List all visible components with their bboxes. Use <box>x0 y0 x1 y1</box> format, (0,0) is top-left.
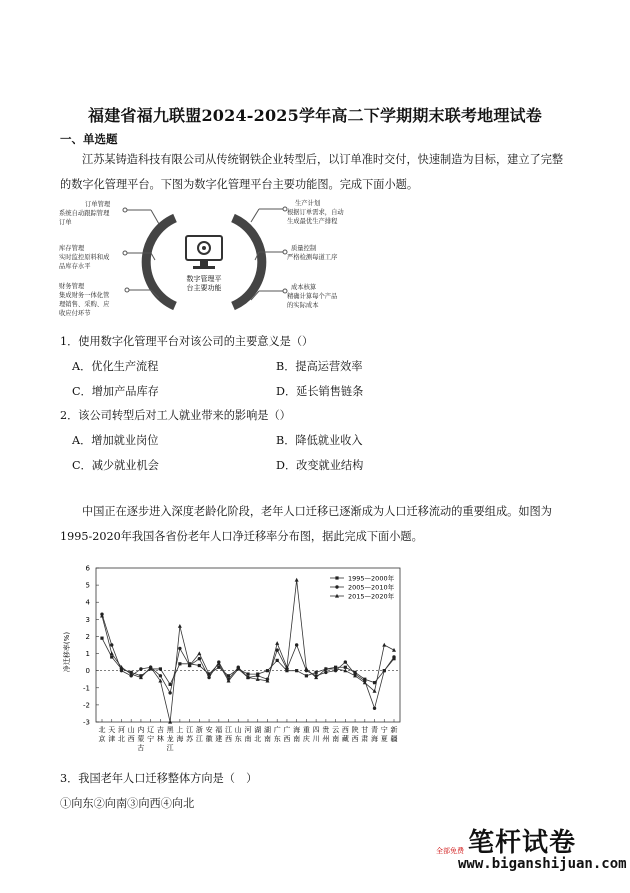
data-point-square <box>169 683 172 686</box>
x-tick-label: 江 <box>186 726 194 734</box>
x-tick-label: 南 <box>263 735 271 743</box>
passage-2-line-2: 1995-2020年我国各省份老年人口净迁移率分布图，据此完成下面小题。 <box>60 530 423 543</box>
x-tick-label: 州 <box>322 735 330 743</box>
data-point-circle <box>392 655 395 658</box>
data-point-square <box>198 664 201 667</box>
diagram-left-1-line-1: 品库存水平 <box>59 263 91 270</box>
question-2-stem: 2．该公司转型后对工人就业带来的影响是（） <box>60 409 291 422</box>
x-tick-label: 海 <box>176 735 184 743</box>
x-tick-label: 重 <box>302 726 310 734</box>
diagram-right-0-title: 生产计划 <box>295 200 321 207</box>
x-tick-label: 河 <box>117 726 125 734</box>
x-tick-label: 南 <box>244 735 252 743</box>
x-tick-label: 西 <box>225 735 233 743</box>
data-point-square <box>344 666 347 669</box>
data-point-triangle <box>275 641 279 645</box>
legend-label: 2015—2020年 <box>348 592 395 601</box>
x-tick-label: 徽 <box>205 735 213 743</box>
data-point-triangle <box>382 643 386 647</box>
data-point-square <box>335 576 338 579</box>
x-tick-label: 林 <box>156 735 164 743</box>
x-tick-label: 广 <box>283 726 291 734</box>
data-point-circle <box>335 585 338 588</box>
y-tick-label: -1 <box>83 684 90 693</box>
x-tick-label: 肃 <box>361 735 369 743</box>
x-tick-label: 庆 <box>302 735 310 743</box>
diagram-left-2-line-2: 收应付环节 <box>59 310 91 317</box>
diagram-left-1-line-0: 实时监控原料和成 <box>59 254 110 261</box>
diagram-right-2-line-0: 精确计算每个产品 <box>287 293 338 300</box>
x-tick-label: 北 <box>98 726 106 734</box>
chart-legend <box>330 574 395 601</box>
diagram-right-2-title: 成本核算 <box>291 284 317 291</box>
x-tick-label: 西 <box>127 735 135 743</box>
passage-1-line-2: 的数字化管理平台。下图为数字化管理平台主要功能图。完成下面小题。 <box>60 178 419 191</box>
data-point-circle <box>207 676 210 679</box>
x-tick-label: 新 <box>390 726 398 734</box>
x-tick-label: 辽 <box>147 726 155 734</box>
y-tick-label: -3 <box>83 718 90 727</box>
x-tick-label: 山 <box>234 726 242 734</box>
data-point-square <box>100 637 103 640</box>
data-point-circle <box>324 671 327 674</box>
y-tick-label: 6 <box>85 564 90 573</box>
data-point-circle <box>373 707 376 710</box>
x-tick-label: 东 <box>273 735 281 743</box>
data-point-circle <box>110 643 113 646</box>
question-1-stem: 1．使用数字化管理平台对该公司的主要意义是（） <box>60 335 314 348</box>
x-tick-label: 甘 <box>361 726 369 734</box>
data-point-square <box>246 672 249 675</box>
diagram-right-1-line-0: 严格检测每道工序 <box>287 254 338 261</box>
x-tick-label: 宁 <box>380 726 388 734</box>
data-point-triangle <box>110 651 114 655</box>
diagram-left-2-title: 财务管理 <box>59 283 85 290</box>
data-point-circle <box>256 674 259 677</box>
x-tick-label: 海 <box>371 735 379 743</box>
series-line-2 <box>102 580 394 722</box>
y-tick-label: 0 <box>85 667 90 676</box>
x-tick-label: 西 <box>283 735 291 743</box>
x-tick-label: 黑 <box>166 726 174 734</box>
y-tick-label: 4 <box>85 598 90 607</box>
x-tick-label: 湖 <box>263 726 271 734</box>
x-tick-label: 夏 <box>380 735 388 743</box>
diagram-left-0-title: 订单管理 <box>85 201 111 208</box>
x-tick-label: 宁 <box>147 735 155 743</box>
data-point-square <box>178 662 181 665</box>
data-point-circle <box>344 660 347 663</box>
question-1-option-c[interactable]: C．增加产品库存 <box>72 385 159 398</box>
x-tick-label: 青 <box>371 726 379 734</box>
data-point-triangle <box>295 578 299 582</box>
legend-label: 2005—2010年 <box>348 583 395 592</box>
data-point-circle <box>383 669 386 672</box>
y-tick-label: 2 <box>85 632 90 641</box>
x-tick-label: 津 <box>108 735 116 743</box>
x-tick-label: 南 <box>332 735 340 743</box>
function-diagram <box>55 196 355 321</box>
x-tick-label: 蒙 <box>137 735 145 743</box>
data-point-triangle <box>197 651 201 655</box>
x-tick-label: 云 <box>332 726 340 734</box>
y-tick-label: -2 <box>83 701 90 710</box>
x-tick-label: 古 <box>137 744 145 752</box>
data-point-square <box>315 671 318 674</box>
data-point-circle <box>120 669 123 672</box>
y-axis-label: 净迁移率(%) <box>63 631 71 673</box>
x-tick-label: 建 <box>215 735 223 743</box>
x-tick-label: 河 <box>244 726 252 734</box>
x-tick-label: 陕 <box>351 726 359 734</box>
x-tick-label: 天 <box>108 726 116 734</box>
x-tick-label: 浙 <box>195 726 203 734</box>
question-3-options: ①向东②向南③向西④向北 <box>60 797 195 810</box>
diagram-center-label-1: 数字管理平 <box>186 275 222 283</box>
data-point-square <box>159 667 162 670</box>
data-point-square <box>276 659 279 662</box>
question-2-option-a[interactable]: A．增加就业岗位 <box>72 434 159 447</box>
diagram-left-0-line-0: 系统自动跟踪管理 <box>59 210 110 217</box>
watermark-url[interactable]: www.biganshijuan.com <box>458 856 627 872</box>
x-tick-label: 北 <box>254 735 262 743</box>
x-tick-label: 上 <box>176 726 184 734</box>
question-2-option-b[interactable]: B．降低就业收入 <box>276 434 363 447</box>
data-point-circle <box>198 657 201 660</box>
x-tick-label: 藏 <box>341 735 349 743</box>
diagram-right-1-title: 质量控制 <box>291 245 317 252</box>
data-point-circle <box>168 691 171 694</box>
x-tick-label: 江 <box>195 735 203 743</box>
diagram-center-label-2: 台主要功能 <box>186 284 222 292</box>
data-point-circle <box>295 643 298 646</box>
passage-1 <box>60 153 580 191</box>
series-line-1 <box>102 614 394 708</box>
x-tick-label: 湖 <box>254 726 262 734</box>
data-point-circle <box>139 667 142 670</box>
x-tick-label: 北 <box>117 735 125 743</box>
question-1-option-b[interactable]: B．提高运营效率 <box>276 360 363 373</box>
data-point-circle <box>159 674 162 677</box>
watermark-badge: 全部免费 <box>436 847 464 855</box>
x-tick-label: 江 <box>166 744 174 752</box>
x-tick-label: 京 <box>98 735 106 743</box>
x-tick-label: 福 <box>215 726 223 734</box>
data-point-square <box>305 674 308 677</box>
x-tick-label: 吉 <box>156 726 164 734</box>
question-1-option-a[interactable]: A．优化生产流程 <box>72 360 159 373</box>
x-tick-label: 苏 <box>186 735 194 743</box>
x-tick-label: 西 <box>351 735 359 743</box>
data-point-square <box>295 669 298 672</box>
data-point-circle <box>178 647 181 650</box>
question-1-option-d[interactable]: D．延长销售链条 <box>276 385 364 398</box>
x-tick-label: 贵 <box>322 726 330 734</box>
legend-label: 1995—2000年 <box>348 574 395 583</box>
passage-2 <box>60 505 590 543</box>
question-2-option-d[interactable]: D．改变就业结构 <box>276 459 364 472</box>
x-tick-label: 南 <box>293 735 301 743</box>
diagram-left-2-line-1: 理销售、采购、应 <box>59 301 110 308</box>
x-tick-label: 江 <box>225 726 233 734</box>
migration-rate-chart <box>60 560 410 755</box>
passage-1-line-1: 江苏某铸造科技有限公司从传统钢铁企业转型后，以订单准时交付，快速制造为目标，建立了完整 <box>82 153 564 166</box>
passage-2-line-1: 中国正在逐步进入深度老龄化阶段，老年人口迁移已逐渐成为人口迁移流动的重要组成。如图为 <box>82 505 552 518</box>
x-tick-label: 内 <box>137 726 145 734</box>
x-tick-label: 疆 <box>390 735 398 743</box>
data-point-square <box>373 681 376 684</box>
page-title: 福建省福九联盟2024-2025学年高二下学期期末联考地理试卷 <box>88 106 542 125</box>
diagram-right-2-line-1: 的实际成本 <box>287 302 319 309</box>
x-tick-label: 广 <box>273 726 281 734</box>
x-tick-label: 安 <box>205 726 213 734</box>
diagram-left-1-title: 库存管理 <box>59 245 85 252</box>
y-tick-label: 5 <box>85 581 90 590</box>
diagram-left-2-line-0: 集成财务一体化管 <box>59 292 110 299</box>
diagram-right-0-line-0: 根据订单需求，自动 <box>287 209 344 216</box>
x-tick-label: 东 <box>234 735 242 743</box>
diagram-right-0-line-1: 生成最优生产排程 <box>287 218 338 225</box>
x-tick-label: 海 <box>293 726 301 734</box>
diagram-left-0-line-1: 订单 <box>59 219 72 226</box>
data-point-square <box>266 669 269 672</box>
section-heading: 一、单选题 <box>60 132 118 146</box>
x-tick-label: 四 <box>312 726 320 734</box>
x-tick-label: 川 <box>312 735 320 743</box>
y-tick-label: 1 <box>85 650 90 659</box>
question-2-option-c[interactable]: C．减少就业机会 <box>72 459 159 472</box>
data-point-square <box>110 655 113 658</box>
x-tick-label: 西 <box>341 726 349 734</box>
data-point-triangle <box>178 624 182 628</box>
y-tick-label: 3 <box>85 615 90 624</box>
watermark-brand: 笔杆试卷 <box>468 828 577 858</box>
x-tick-label: 龙 <box>166 735 174 743</box>
x-tick-label: 山 <box>127 726 135 734</box>
question-3-stem: 3．我国老年人口迁移整体方向是（ ） <box>60 772 258 785</box>
